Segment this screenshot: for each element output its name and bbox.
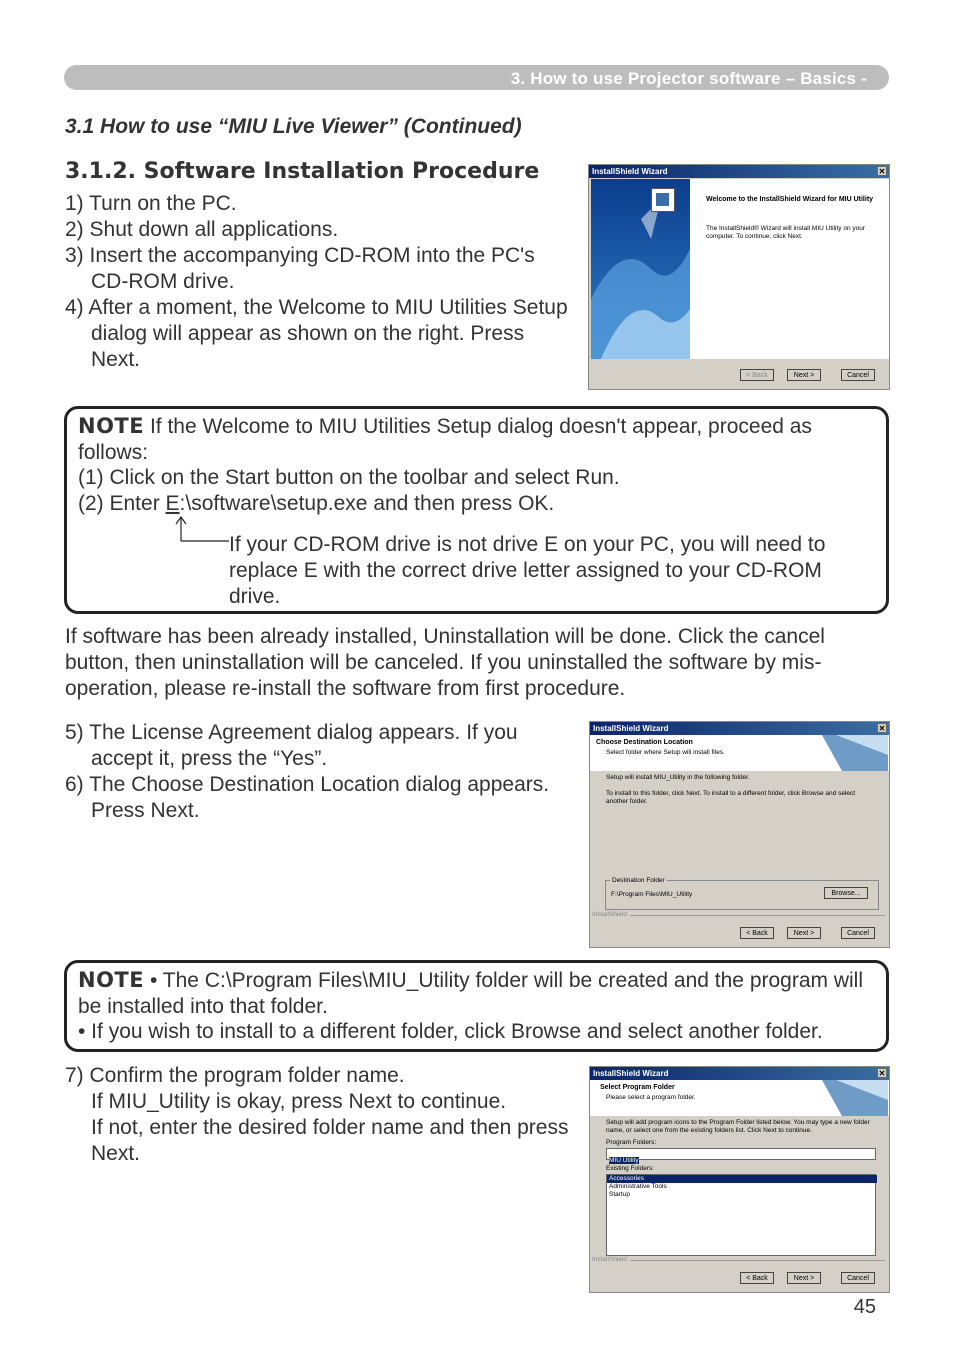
step-7-line-1: 7) Confirm the program folder name. [65,1064,405,1087]
dialog-titlebar [590,722,889,735]
step-7-line-2: If MIU_Utility is okay, press Next to continue. [91,1090,507,1113]
dialog-titlebar [589,165,889,178]
step-5: 5) The License Agreement dialog appears. If you accept it, press the “Yes”. [65,721,518,770]
step-7 [65,1063,570,1167]
dialog-title: InstallShield Wizard [593,1069,669,1078]
destination-body-2: To install to this folder, click Next. To install to a different folder, click Browse and select another folder. [606,790,856,805]
program-folder-value: MIU Utility [609,1157,639,1164]
next-button: Next > [787,927,821,939]
note-label: NOTE [78,968,145,992]
note-line-1: (1) Click on the Start button on the toolbar and select Run. [78,466,620,489]
program-folder-heading: Select Program Folder [600,1084,675,1091]
installer-icon [651,188,675,212]
dialog-title: InstallShield Wizard [592,167,668,176]
list-item: Accessories [607,1175,877,1183]
wizard-header-graphic [822,735,888,771]
note-box-drive [64,406,889,614]
callout-arrow-icon [173,515,233,545]
back-button: < Back [740,1272,774,1284]
welcome-dialog-screenshot [588,164,890,390]
step-7-line-3: If not, enter the desired folder name and then press Next. [91,1116,569,1165]
steps-list-a [65,191,570,373]
step-4: 4) After a moment, the Welcome to MIU Utilities Setup dialog will appear as shown on the right. Press Next. [65,296,568,371]
wizard-side-graphic [591,179,690,359]
cancel-button: Cancel [841,1272,875,1284]
next-button: Next > [787,1272,821,1284]
destination-dialog-screenshot [589,721,890,948]
destination-path: F:\Program Files\MIU_Utility [611,891,693,898]
note-box-folder [64,960,889,1052]
next-button: Next > [787,369,821,381]
program-folders-label: Program Folders: [606,1139,657,1146]
welcome-pane [690,179,889,359]
note-text-2: • If you wish to install to a different folder, click Browse and select another folder. [78,1020,823,1043]
close-icon: ✕ [878,724,886,733]
list-item: Administrative Tools [609,1183,667,1190]
section-title: 3.1.2. Software Installation Procedure [65,159,540,184]
close-icon: ✕ [878,167,886,176]
page-number: 45 [853,1296,876,1318]
step-1: 1) Turn on the PC. [65,192,237,215]
existing-folders-label: Existing Folders: [606,1165,655,1172]
note-line-2-prefix: (2) Enter [78,492,166,515]
program-folder-dialog-screenshot [589,1066,890,1293]
dialog-titlebar [590,1067,889,1080]
close-icon: ✕ [878,1069,886,1078]
program-folder-body: Setup will add program icons to the Program Folder listed below. You may type a new folder name, or select one from the existing folders list. Click Next to continue. [606,1119,870,1134]
installshield-brand: InstallShield [592,1256,628,1263]
program-folder-input [606,1148,876,1164]
dialog-title: InstallShield Wizard [593,724,669,733]
browse-button: Browse... [824,887,868,899]
page-subtitle: 3.1 How to use “MIU Live Viewer” (Continued) [65,115,522,138]
cancel-button: Cancel [841,927,875,939]
note-text: If the Welcome to MIU Utilities Setup dialog doesn't appear, proceed as follows: [78,415,812,464]
note-line-2-suffix: :\software\setup.exe and then press OK. [179,492,555,515]
cancel-button: Cancel [841,369,875,381]
step-3: 3) Insert the accompanying CD-ROM into the PC's CD-ROM drive. [65,244,535,293]
divider [630,915,885,916]
chapter-header-text: 3. How to use Projector software – Basics - [510,69,867,88]
step-6: 6) The Choose Destination Location dialog appears. Press Next. [65,773,550,822]
destination-heading: Choose Destination Location [596,739,693,746]
uninstall-paragraph: If software has been already installed, Uninstallation will be done. Click the cancel button, then uninstallation will be canceled. If you uninstalled the software by mis-operation, please re-install the software from first procedure. [65,625,825,700]
program-folder-sub: Please select a program folder. [606,1094,696,1101]
destination-sub: Select folder where Setup will install files. [606,749,725,756]
steps-list-b [65,720,570,824]
welcome-body: The InstallShield® Wizard will install MIU Utility on your computer. To continue, click Next. [706,225,866,240]
installshield-brand: InstallShield [592,911,628,918]
step-2: 2) Shut down all applications. [65,218,339,241]
back-button: < Back [740,927,774,939]
back-button: < Back [740,369,774,381]
drive-letter: E [165,492,180,515]
note-line-2 [78,491,878,517]
wizard-header-graphic [822,1080,888,1116]
note-text-1: • The C:\Program Files\MIU_Utility folder will be created and the program will be installed into that folder. [78,969,864,1018]
existing-folders-list [606,1174,876,1256]
chapter-header-bar [64,65,889,90]
note-callout: If your CD-ROM drive is not drive E on your PC, you will need to replace E with the correct drive letter assigned to your CD-ROM drive. [229,533,826,608]
destination-group-label: Destination Folder [612,877,665,884]
list-item: Startup [609,1191,630,1198]
destination-body-1: Setup will install MIU_Utility in the following folder. [606,774,750,781]
divider [630,1260,885,1261]
note-label: NOTE [78,414,145,438]
welcome-heading: Welcome to the InstallShield Wizard for MIU Utility [706,196,874,203]
